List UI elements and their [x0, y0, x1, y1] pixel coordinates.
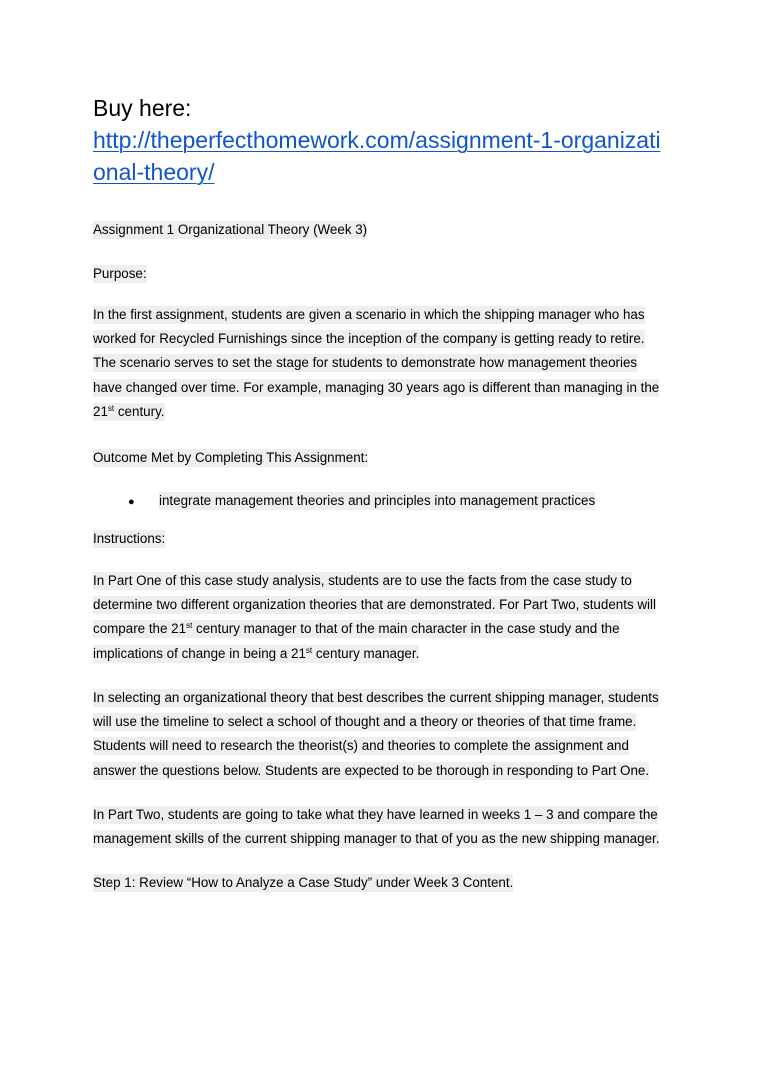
part-one-paragraph: In Part One of this case study analysis, students are to use the facts from the case study to determine two different organization theories that are demonstrated. For Part Two, students will compare the 21st century manager to that of the main character in the case study and the implications of change in being a 21st century manager. — [93, 573, 656, 661]
outcome-list-item: ● integrate management theories and principles into management practices — [128, 489, 595, 514]
assignment-link-line1: http://theperfecthomework.com/assignment-1-organizati — [93, 127, 661, 153]
step-one-text: Step 1: Review “How to Analyze a Case Study” under Week 3 Content. — [93, 875, 514, 890]
outcome-heading: Outcome Met by Completing This Assignment: — [93, 450, 369, 465]
buy-here-label: Buy here: — [93, 95, 192, 121]
instructions-heading: Instructions: — [93, 531, 166, 546]
assignment-link-line2: onal-theory/ — [93, 159, 215, 185]
bullet-icon: ● — [128, 496, 135, 508]
selecting-theory-paragraph: In selecting an organizational theory that best describes the current shipping manager, students will use the timeline to select a school of thought and a theory or theories of that time frame. Students will need to research the theorist(s) and theories to complete the assignment and answer the questions below. Students are expected to be thorough in responding to Part One. — [93, 690, 659, 778]
assignment-title: Assignment 1 Organizational Theory (Week 3) — [93, 222, 368, 237]
part-two-paragraph: In Part Two, students are going to take what they have learned in weeks 1 – 3 and compare the management skills of the current shipping manager to that of you as the new shipping manager. — [93, 807, 660, 847]
assignment-link[interactable] — [93, 127, 661, 185]
purpose-paragraph: In the first assignment, students are given a scenario in which the shipping manager who has worked for Recycled Furnishings since the inception of the company is getting ready to retire. The scenario serves to set the stage for students to demonstrate how management theories have changed over time. For example, managing 30 years ago is different than managing in the 21st century. — [93, 307, 660, 419]
purpose-heading: Purpose: — [93, 266, 147, 281]
buy-here-block — [93, 92, 693, 188]
